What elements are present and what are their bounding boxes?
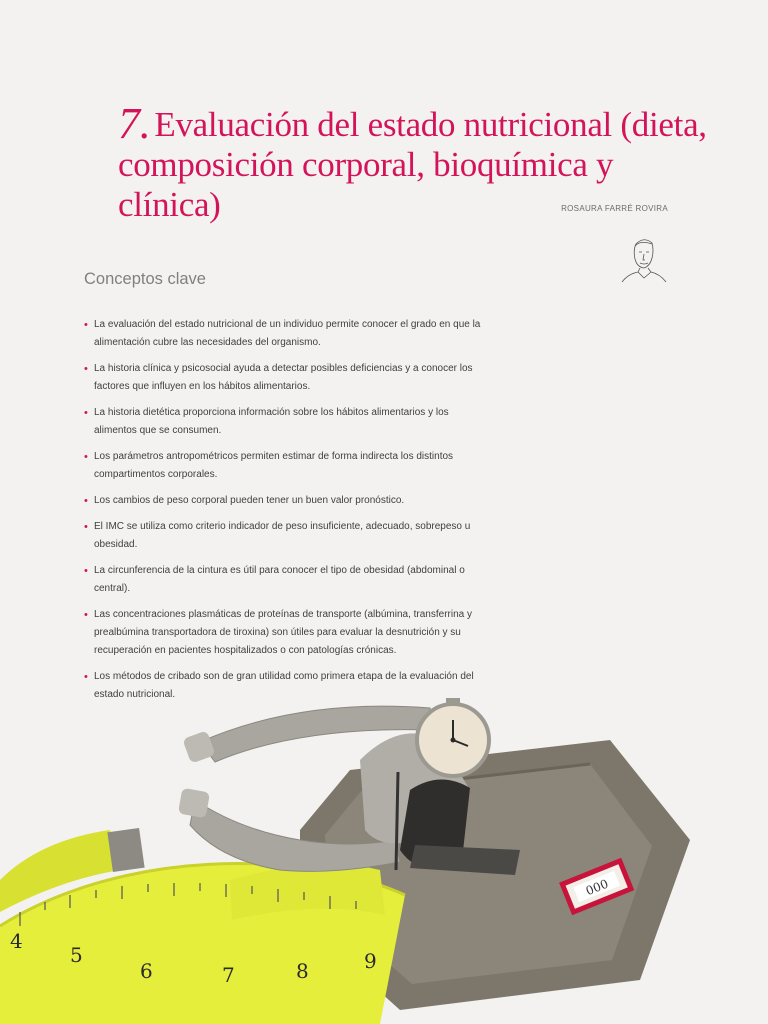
key-concept-item <box>84 316 488 352</box>
section-title: Conceptos clave <box>84 270 206 288</box>
key-concept-item <box>84 562 488 598</box>
chapter-title-text: Evaluación del estado nutricional (dieta, composición corporal, bioquímica y clínica) <box>118 105 707 224</box>
bullet-icon: • <box>84 319 88 331</box>
author-name: ROSAURA FARRÉ ROVIRA <box>561 204 668 213</box>
key-concept-text: La evaluación del estado nutricional de un individuo permite conocer el grado en que la alimentación cubre las necesidades del organismo. <box>94 319 481 348</box>
author-portrait-sketch <box>616 234 672 284</box>
key-concept-text: El IMC se utiliza como criterio indicador de peso insuficiente, adecuado, sobrepeso u obesidad. <box>94 521 471 550</box>
chapter-number: 7. <box>118 99 151 148</box>
key-concept-text: Los parámetros antropométricos permiten estimar de forma indirecta los distintos compartimentos corporales. <box>94 451 454 480</box>
bullet-icon: • <box>84 451 88 463</box>
key-concept-item <box>84 606 488 660</box>
scale-display: 000 <box>583 876 611 899</box>
key-concept-item <box>84 404 488 440</box>
bullet-icon: • <box>84 407 88 419</box>
bullet-icon: • <box>84 565 88 577</box>
key-concept-item <box>84 518 488 554</box>
key-concept-text: Los métodos de cribado son de gran utilidad como primera etapa de la evaluación del estado nutricional. <box>94 671 474 700</box>
key-concept-text: La circunferencia de la cintura es útil para conocer el tipo de obesidad (abdominal o central). <box>94 565 465 594</box>
key-concept-text: La historia dietética proporciona información sobre los hábitos alimentarios y los alimentos que se consumen. <box>94 407 449 436</box>
key-concept-text: Los cambios de peso corporal pueden tener un buen valor pronóstico. <box>94 495 405 506</box>
tape-number: 8 <box>296 959 309 983</box>
tape-number: 6 <box>140 959 153 983</box>
key-concept-item <box>84 448 488 484</box>
bullet-icon: • <box>84 671 88 683</box>
key-concept-text: Las concentraciones plasmáticas de proteínas de transporte (albúmina, transferrina y prealbúmina transportadora de tiroxina) son útiles para evaluar la desnutrición y su recuperación en pacientes hospitalizados o con patologías crónicas. <box>94 609 472 656</box>
tape-number: 9 <box>364 949 377 973</box>
bullet-icon: • <box>84 609 88 621</box>
tape-number: 5 <box>70 943 83 967</box>
key-concept-item <box>84 360 488 396</box>
bullet-icon: • <box>84 495 88 507</box>
key-concepts-list <box>84 316 488 712</box>
key-concept-item <box>84 492 488 510</box>
bullet-icon: • <box>84 521 88 533</box>
bullet-icon: • <box>84 363 88 375</box>
nutrition-tools-illustration <box>0 680 768 1024</box>
tape-number: 4 <box>10 929 23 953</box>
key-concept-text: La historia clínica y psicosocial ayuda a detectar posibles deficiencias y a conocer los factores que influyen en los hábitos alimentarios. <box>94 363 473 392</box>
tape-number: 7 <box>222 963 235 987</box>
